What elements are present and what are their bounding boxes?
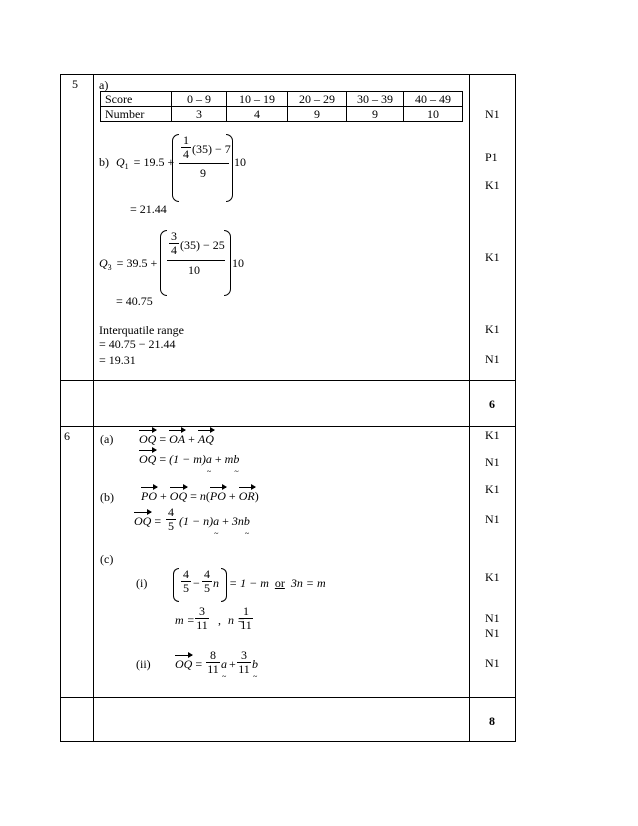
q3-subscript: 3 bbox=[107, 263, 112, 272]
table-cell: 10 – 19 bbox=[227, 92, 288, 107]
q1-numerator-rest: (35) − 7 bbox=[192, 142, 231, 156]
part-6c-i-rhs: = 1 − m or 3n = m bbox=[229, 576, 326, 590]
table-row bbox=[101, 107, 463, 122]
part-6a-label: (a) bbox=[100, 432, 114, 446]
mark-q6-7: N1 bbox=[485, 626, 500, 640]
part-6c-i-minus: − bbox=[193, 576, 200, 590]
part-a-label: a) bbox=[99, 78, 109, 92]
table-cell: 9 bbox=[347, 107, 404, 122]
part-6c-i-n: n bbox=[213, 576, 219, 590]
q1-left-paren bbox=[172, 134, 179, 202]
part-6c-i-label: (i) bbox=[136, 576, 148, 590]
table-cell: 40 – 49 bbox=[404, 92, 463, 107]
mark-q6-1: K1 bbox=[485, 428, 500, 442]
mark-q5-b2: K1 bbox=[485, 178, 500, 192]
q3-left-paren bbox=[160, 230, 167, 296]
q3-multiplier: 10 bbox=[232, 256, 244, 270]
part-6c-i-right-paren bbox=[221, 568, 227, 602]
q1-symbol: Q bbox=[116, 155, 125, 169]
table-cell: 9 bbox=[288, 107, 347, 122]
table-cell: 10 bbox=[404, 107, 463, 122]
part-6c-i-left-paren bbox=[173, 568, 179, 602]
question-number-5: 5 bbox=[72, 77, 78, 91]
part-6b-label: (b) bbox=[100, 490, 114, 504]
part-6c-ii-label: (ii) bbox=[136, 657, 151, 671]
part-6a-line-1: OQ = OA + AQ bbox=[139, 432, 214, 446]
column-divider-2 bbox=[469, 74, 470, 742]
part-6c-i-fraction-2: 4 5 bbox=[204, 567, 210, 595]
mark-q6-2: N1 bbox=[485, 455, 500, 469]
mark-q5-iqr2: N1 bbox=[485, 352, 500, 366]
iqr-label: Interquatile range bbox=[99, 323, 184, 337]
part-6b-line-2-rhs: (1 − n)a ~ + 3nb ~ bbox=[179, 514, 250, 529]
q3-symbol: Q bbox=[99, 256, 108, 270]
q1-inner-fraction: 1 4 bbox=[183, 133, 189, 161]
table-border-bottom bbox=[60, 741, 516, 742]
table-cell: Number bbox=[101, 107, 172, 122]
q3-numerator-rest: (35) − 25 bbox=[180, 238, 225, 252]
q1-lhs: = 19.5 + bbox=[133, 155, 175, 169]
q3-lhs: = 39.5 + bbox=[116, 256, 158, 270]
table-cell: 0 – 9 bbox=[172, 92, 227, 107]
q1-multiplier: 10 bbox=[234, 155, 246, 169]
mark-q5-iqr1: K1 bbox=[485, 322, 500, 336]
q3-formula bbox=[99, 256, 157, 271]
table-cell: 30 – 39 bbox=[347, 92, 404, 107]
part-6c-ii-a: a ~ bbox=[221, 657, 227, 672]
q3-main-fraction-bar bbox=[167, 260, 225, 261]
part-6c-ii-b: b ~ bbox=[252, 657, 258, 672]
q3-right-paren bbox=[224, 230, 231, 296]
part-6a-line-2: OQ = (1 − m)a ~ + mb ~ bbox=[139, 452, 239, 467]
m-value-fraction: 3 11 bbox=[196, 604, 208, 632]
mark-q5-b3: K1 bbox=[485, 250, 500, 264]
table-cell: 4 bbox=[227, 107, 288, 122]
q1-result: = 21.44 bbox=[130, 202, 167, 216]
mark-q6-4: N1 bbox=[485, 512, 500, 526]
part-6c-ii-fraction-1: 8 11 bbox=[207, 648, 219, 676]
row-divider-3 bbox=[60, 697, 516, 698]
mark-q5-a: N1 bbox=[485, 107, 500, 121]
iqr-line-2: = 19.31 bbox=[99, 353, 136, 367]
table-border-right bbox=[515, 74, 516, 742]
part-6c-i-fraction-1: 4 5 bbox=[183, 567, 189, 595]
n-value-label: n = bbox=[228, 613, 246, 627]
mark-q6-6: N1 bbox=[485, 611, 500, 625]
part-6c-label: (c) bbox=[100, 552, 114, 566]
column-divider-1 bbox=[93, 74, 94, 742]
iqr-line-1: = 40.75 − 21.44 bbox=[99, 337, 176, 351]
value-separator: , bbox=[218, 613, 221, 627]
table-border-top bbox=[60, 74, 516, 75]
row-divider-1 bbox=[60, 380, 516, 381]
total-q6: 8 bbox=[489, 714, 495, 728]
part-6c-ii-plus: + bbox=[229, 657, 236, 671]
total-q5: 6 bbox=[489, 397, 495, 411]
q1-formula bbox=[99, 155, 174, 170]
q1-subscript: 1 bbox=[124, 162, 129, 171]
question-number-6: 6 bbox=[64, 429, 70, 443]
q1-main-fraction-bar bbox=[179, 163, 229, 164]
table-cell: 3 bbox=[172, 107, 227, 122]
m-value-label: m = bbox=[175, 613, 195, 627]
table-cell: 20 – 29 bbox=[288, 92, 347, 107]
q3-inner-fraction: 3 4 bbox=[171, 229, 177, 257]
score-frequency-table bbox=[100, 91, 463, 122]
q1-right-paren bbox=[226, 134, 233, 202]
table-row bbox=[101, 92, 463, 107]
part-6b-fraction: 4 5 bbox=[168, 505, 174, 533]
n-value-fraction: 1 11 bbox=[240, 604, 252, 632]
mark-q6-8: N1 bbox=[485, 656, 500, 670]
mark-q6-5: K1 bbox=[485, 570, 500, 584]
part-6c-ii-lhs: OQ = bbox=[175, 657, 203, 671]
row-divider-2 bbox=[60, 426, 516, 427]
q3-result: = 40.75 bbox=[116, 294, 153, 308]
mark-q5-b1: P1 bbox=[485, 150, 498, 164]
table-border-left bbox=[60, 74, 61, 742]
q3-denominator: 10 bbox=[188, 263, 200, 277]
mark-q6-3: K1 bbox=[485, 482, 500, 496]
table-cell: Score bbox=[101, 92, 172, 107]
part-6c-ii-fraction-2: 3 11 bbox=[238, 648, 250, 676]
part-b-label: b) bbox=[99, 155, 109, 169]
part-6b-line-2-lhs: OQ = bbox=[134, 514, 162, 528]
part-6b-line-1: PO + OQ = n(PO + OR) bbox=[141, 489, 259, 503]
q1-denominator: 9 bbox=[200, 166, 206, 180]
